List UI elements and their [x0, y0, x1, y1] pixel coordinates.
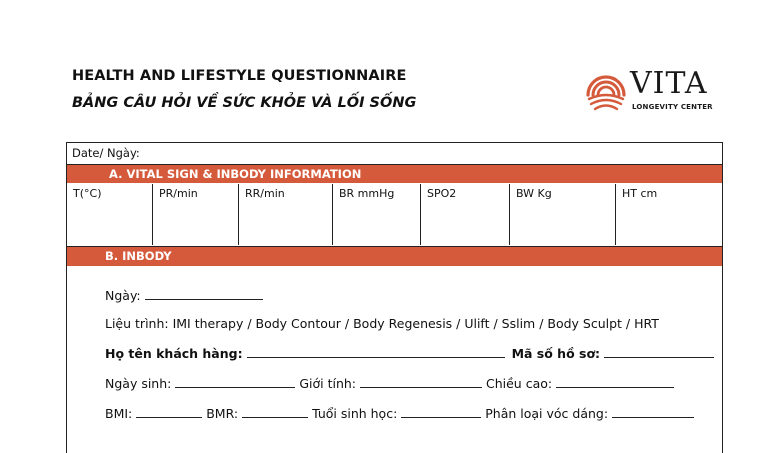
section-a-header: [67, 165, 722, 183]
chieu-cao-label: Chiều cao:: [485, 376, 553, 391]
vital-cell-pulse[interactable]: [153, 184, 239, 245]
chieu-cao-field[interactable]: [556, 375, 674, 388]
vital-cell-respiration[interactable]: [239, 184, 333, 245]
vital-cell-body-weight[interactable]: [510, 184, 616, 245]
name-row: [105, 345, 714, 361]
lieu-trinh-text: Liệu trình: IMI therapy / Body Contour / Body Regenesis / Ulift / Sslim / Body Sculpt / HRT: [105, 316, 659, 331]
ngay-label: Ngày:: [105, 288, 141, 303]
phan-loai-field[interactable]: [612, 405, 694, 418]
bmr-label: BMR:: [206, 406, 239, 421]
ho-ten-field[interactable]: [247, 345, 505, 358]
tuoi-sinh-hoc-field[interactable]: [401, 405, 481, 418]
bmr-field[interactable]: [242, 405, 308, 418]
inbody-date-row: [105, 287, 263, 303]
ho-ten-label: Họ tên khách hàng:: [105, 346, 243, 361]
vital-label: PR/min: [159, 187, 198, 200]
ngay-sinh-label: Ngày sinh:: [105, 376, 172, 391]
vital-cell-spo2[interactable]: [421, 184, 510, 245]
birth-row: [105, 375, 674, 391]
vital-cell-temperature[interactable]: [67, 184, 153, 245]
section-b-title: B. INBODY: [105, 249, 172, 263]
lieu-trinh-row: [105, 316, 659, 331]
gioi-tinh-label: Giới tính:: [299, 376, 357, 391]
vita-logo: [585, 66, 725, 116]
logo-wordmark: VITA: [630, 66, 708, 101]
bmi-field[interactable]: [136, 405, 202, 418]
phan-loai-label: Phân loại vóc dáng:: [485, 406, 609, 421]
vital-label: T(°C): [73, 187, 102, 200]
vital-label: RR/min: [245, 187, 285, 200]
ngay-sinh-field[interactable]: [175, 375, 295, 388]
title-english: HEALTH AND LIFESTYLE QUESTIONNAIRE: [72, 68, 407, 84]
vital-label: BW Kg: [516, 187, 552, 200]
date-row: [67, 143, 722, 165]
vitals-table: [67, 184, 722, 245]
gioi-tinh-field[interactable]: [360, 375, 482, 388]
date-label: Date/ Ngày:: [72, 146, 140, 160]
ma-so-field[interactable]: [604, 345, 714, 358]
section-a-title: A. VITAL SIGN & INBODY INFORMATION: [109, 167, 362, 181]
logo-subtitle: LONGEVITY CENTER: [632, 103, 713, 111]
tuoi-sinh-hoc-label: Tuổi sinh học:: [312, 406, 398, 421]
section-b-header: [67, 246, 722, 266]
vital-label: HT cm: [622, 187, 658, 200]
logo-arcs-icon: [585, 71, 627, 113]
title-vietnamese: BẢNG CÂU HỎI VỀ SỨC KHỎE VÀ LỐI SỐNG: [72, 95, 417, 111]
bmi-label: BMI:: [105, 406, 133, 421]
ngay-field[interactable]: [145, 287, 263, 300]
vital-label: SPO2: [427, 187, 457, 200]
vital-cell-blood-pressure[interactable]: [333, 184, 421, 245]
vital-label: BR mmHg: [339, 187, 395, 200]
metrics-row: [105, 405, 694, 421]
vital-cell-height[interactable]: [616, 184, 722, 245]
ma-so-label: Mã số hồ sơ:: [511, 346, 601, 361]
